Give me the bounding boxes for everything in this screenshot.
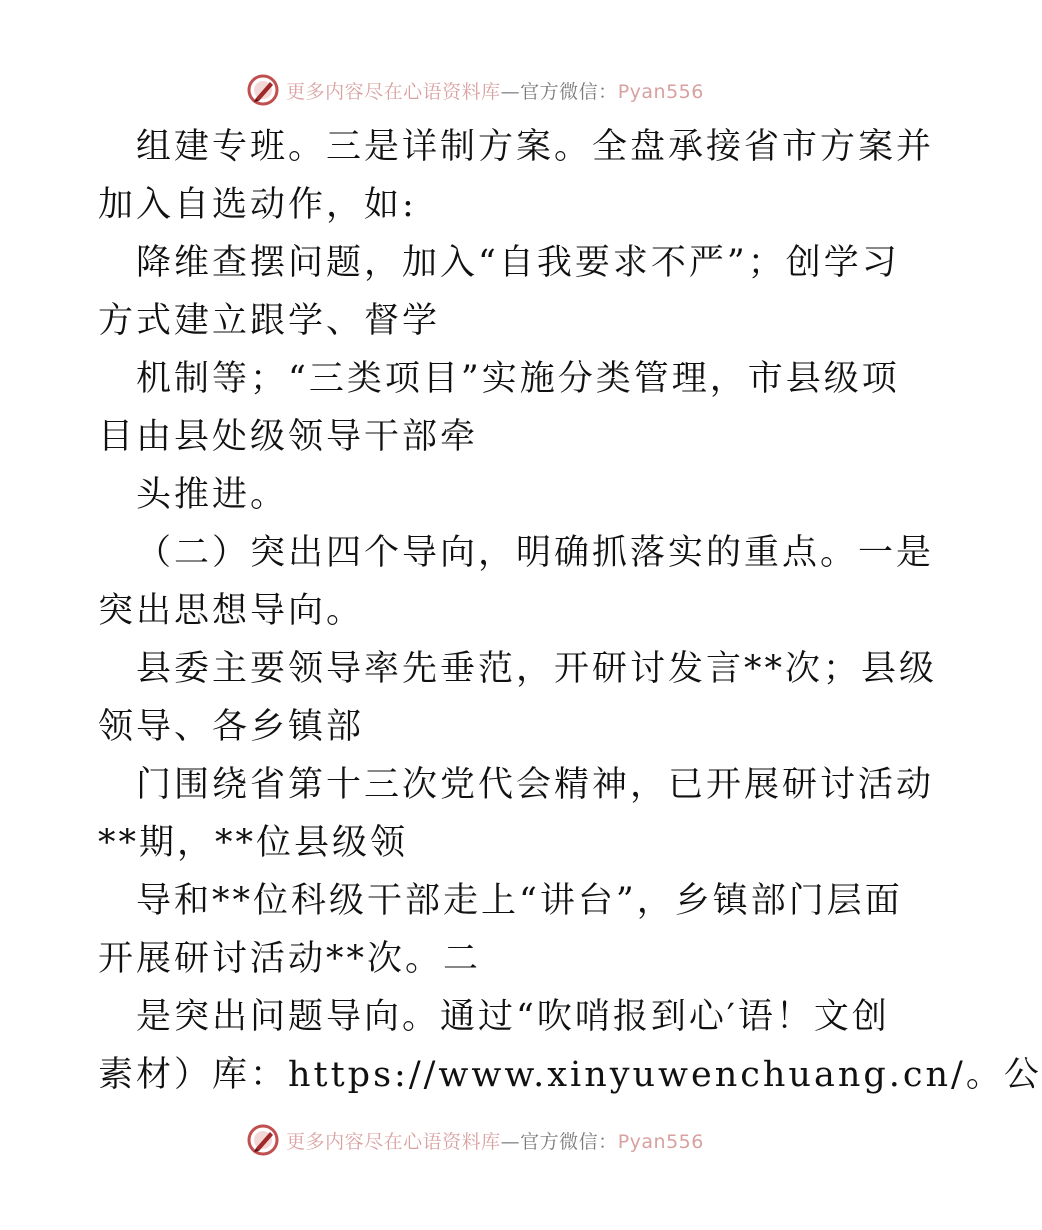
paragraph-line: （二）突出四个导向，明确抓落实的重点。一是	[136, 533, 935, 573]
paragraph-line: 县委主要领导率先垂范，开研讨发言**次；县级	[136, 649, 938, 689]
paragraph-line: 素材）库：https://www.xinyuwenchuang.cn/。公	[98, 1055, 1042, 1095]
pen-circle-logo-icon	[246, 1123, 280, 1157]
paragraph-line: **期，**位县级领	[98, 823, 409, 863]
watermark-main-text: 更多内容尽在心语资料库	[286, 80, 501, 103]
watermark-account: Pyan556	[617, 1130, 704, 1153]
watermark-sub-text: 官方微信：	[520, 80, 618, 103]
watermark-separator: —	[500, 80, 521, 103]
paragraph-line: 开展研讨活动**次。二	[98, 939, 482, 979]
watermark-account: Pyan556	[617, 80, 704, 103]
paragraph-line: 机制等；“三类项目”实施分类管理，市县级项	[136, 359, 900, 399]
watermark-separator: —	[500, 1130, 521, 1153]
paragraph-line: 门围绕省第十三次党代会精神，已开展研讨活动	[136, 765, 935, 805]
paragraph-line: 降维查摆问题，加入“自我要求不严”；创学习	[136, 243, 900, 283]
paragraph-line: 是突出问题导向。通过“吹哨报到心′语！文创	[136, 997, 890, 1037]
document-body	[98, 118, 1042, 1104]
paragraph-line: 加入自选动作，如:	[98, 185, 417, 225]
paragraph-line: 领导、各乡镇部	[98, 707, 365, 747]
paragraph-line: 方式建立跟学、督学	[98, 301, 441, 341]
watermark-banner-top	[0, 70, 950, 110]
paragraph-line: 目由县处级领导干部牵	[98, 417, 479, 457]
paragraph-line: 突出思想导向。	[98, 591, 365, 631]
paragraph-line: 导和**位科级干部走上“讲台”，乡镇部门层面	[136, 881, 903, 921]
paragraph-line: 头推进。	[136, 475, 289, 515]
watermark-banner-bottom	[0, 1120, 950, 1160]
watermark-main-text: 更多内容尽在心语资料库	[286, 1130, 501, 1153]
pen-circle-logo-icon	[246, 73, 280, 107]
watermark-sub-text: 官方微信：	[520, 1130, 618, 1153]
paragraph-line: 组建专班。三是详制方案。全盘承接省市方案并	[136, 127, 935, 167]
